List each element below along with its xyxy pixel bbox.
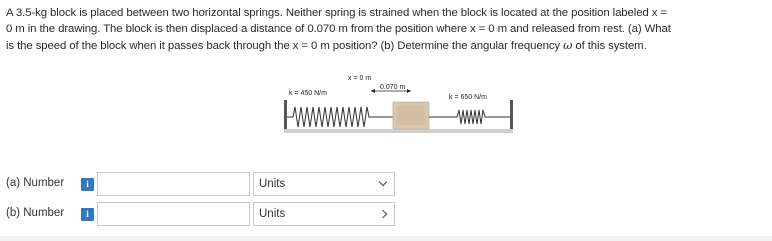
floor [284, 129, 513, 133]
answer-b-number-input[interactable] [97, 202, 250, 226]
question-line-2: 0 m in the drawing. The block is then displaced a distance of 0.070 m from the position where x = 0 m and released from rest. (a) What [6, 23, 671, 36]
bottom-divider [0, 236, 772, 241]
displacement-label: 0.070 m [380, 84, 406, 91]
chevron-right-icon [379, 210, 387, 218]
left-wall [284, 100, 287, 130]
right-spring-label: k = 650 N/m [449, 94, 487, 101]
answer-row-a [6, 172, 398, 196]
answer-row-b [6, 202, 398, 226]
right-spring [429, 110, 510, 124]
left-spring-label: k = 450 N/m [289, 90, 327, 97]
answer-a-units-label: Units [259, 178, 286, 190]
answer-a-number-input[interactable] [97, 172, 250, 196]
displacement-arrow-head-right [407, 89, 411, 93]
chevron-down-icon [379, 178, 387, 186]
omega-symbol: ω [563, 38, 573, 53]
displacement-arrow-head-left [371, 89, 375, 93]
answer-a-label: (a) Number [6, 177, 65, 189]
question-line-1: A 3.5-kg block is placed between two horizontal springs. Neither spring is strained when the block is located at the position labeled x = [6, 7, 667, 19]
right-wall [510, 100, 513, 130]
spring-block-figure [281, 72, 517, 134]
info-icon[interactable]: i [81, 208, 94, 221]
block-texture [397, 106, 425, 125]
origin-label: x = 0 m [348, 75, 372, 82]
answer-b-units-select[interactable] [253, 202, 395, 226]
info-icon[interactable]: i [81, 178, 94, 191]
question-text [6, 5, 766, 55]
answer-b-units-label: Units [259, 208, 286, 220]
answer-b-label: (b) Number [6, 207, 65, 219]
left-spring [287, 107, 393, 127]
answer-a-units-select[interactable] [253, 172, 395, 196]
question-line-3: is the speed of the block when it passes back through the x = 0 m position? (b) Determine the angular frequency ω of this system. [6, 38, 647, 53]
